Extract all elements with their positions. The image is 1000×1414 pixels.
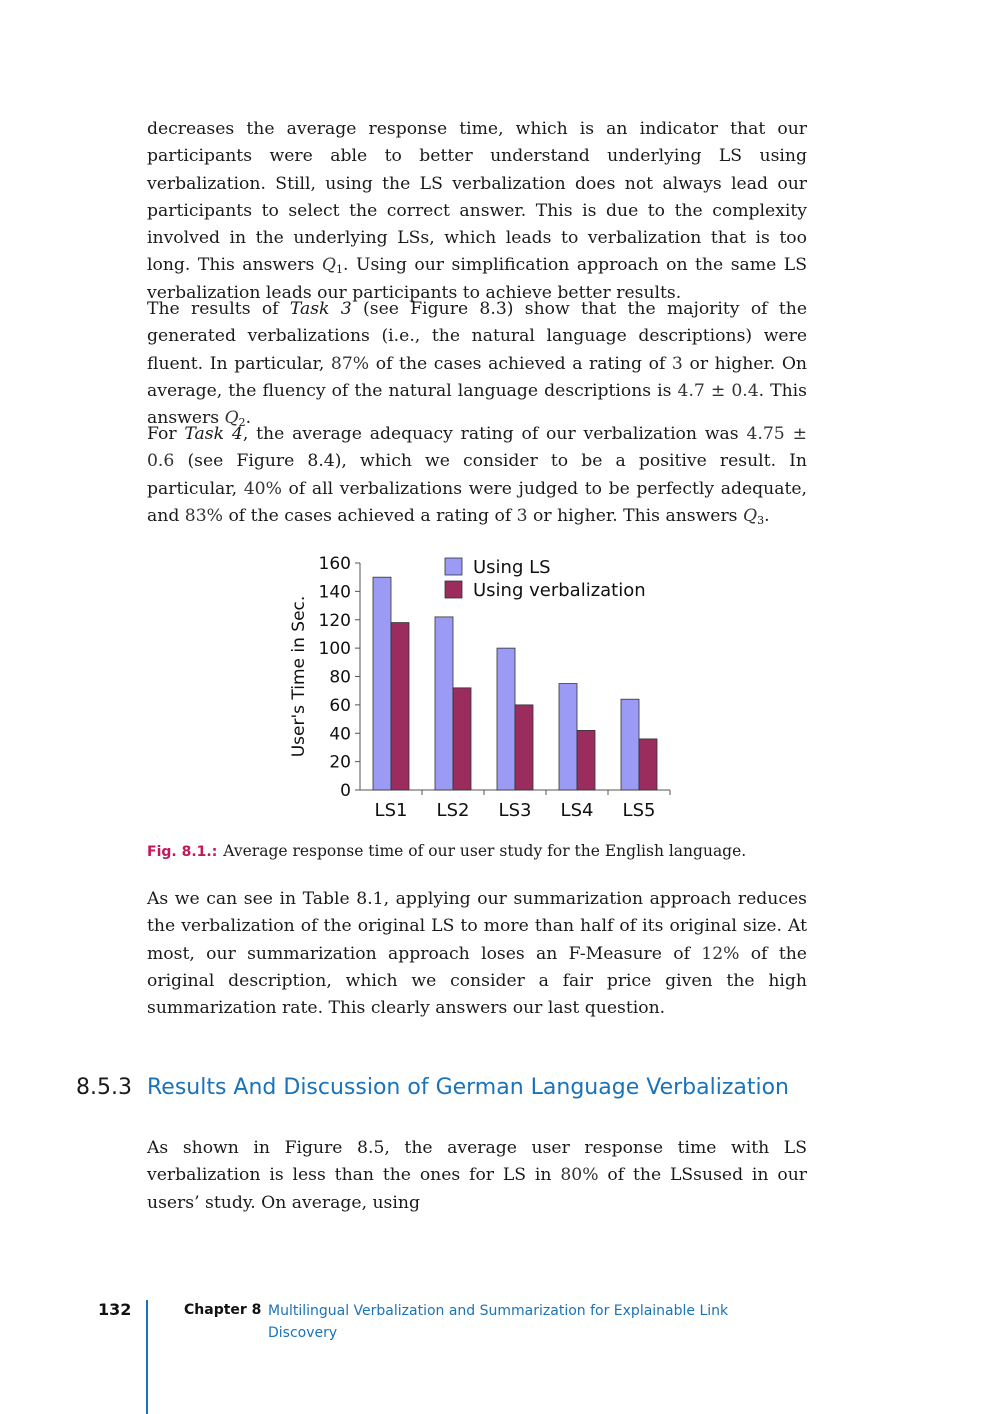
footer-chapter-label: Chapter 8 <box>184 1302 262 1318</box>
p3-task: Task 4 <box>184 424 243 444</box>
p3-f: or higher. This answers <box>527 505 743 526</box>
p2-mean: 4.7 ± 0.4 <box>677 380 759 401</box>
p2-f: . <box>245 408 252 429</box>
p3-e: of the cases achieved a rating of <box>223 505 517 526</box>
legend-label-1: Using LS <box>473 557 551 578</box>
q3-symbol: Q <box>742 505 758 526</box>
section-number: 8.5.3 <box>76 1075 132 1100</box>
y-tick-label: 100 <box>318 639 351 660</box>
x-tick-label: LS5 <box>622 800 656 821</box>
bar-ls3-series-1 <box>497 648 515 790</box>
p4-a: As we can see in Table 8.1, applying our summarization approach reduces the verbalization of the original LS to more than half of its original size. At most, our summarization approach loses an F-Measure of <box>147 889 807 964</box>
q1-subscript: 1 <box>335 263 343 277</box>
p3-b: , the average adequacy rating of our verbalization was <box>242 424 747 444</box>
legend-swatch-1 <box>445 558 462 575</box>
y-tick-label: 80 <box>329 667 351 688</box>
p2-task: Task 3 <box>289 299 352 319</box>
y-tick-label: 140 <box>318 582 351 603</box>
q3-subscript: 3 <box>757 513 765 527</box>
paragraph-1 <box>147 116 807 307</box>
caption-label: Fig. 8.1.: <box>147 844 218 860</box>
p3-percent-2: 83% <box>184 505 223 526</box>
p2-d: or higher. On average, the fluency of the natural language descriptions is <box>147 353 808 401</box>
x-tick-label: LS3 <box>498 800 532 821</box>
p3-mean: 4.75 ± 0.6 <box>147 424 807 472</box>
p3-d: of all verbalizations were judged to be perfectly adequate, and <box>147 478 807 526</box>
paragraph-3 <box>147 421 807 530</box>
caption-text: Average response time of our user study for the English language. <box>223 842 747 860</box>
p3-a: For <box>147 424 185 444</box>
q1-symbol: Q <box>321 255 336 276</box>
bar-ls4-series-1 <box>559 684 577 790</box>
p3-percent-1: 40% <box>243 478 282 499</box>
section-title: Results And Discussion of German Language Verbalization <box>147 1075 789 1100</box>
p2-b: (see Figure 8.3) show that the majority of the generated verbalizations (i.e., the natural language descriptions) were fluent. In particular, <box>147 299 807 374</box>
p2-percent: 87% <box>330 353 370 374</box>
bar-chart <box>280 548 680 828</box>
p2-rating: 3 <box>671 353 683 374</box>
page-number: 132 <box>98 1300 132 1319</box>
bar-ls2-series-1 <box>435 617 453 790</box>
y-tick-label: 20 <box>329 752 351 773</box>
figure-bar-chart <box>280 548 680 828</box>
p4-percent: 12% <box>701 943 740 964</box>
bar-ls5-series-2 <box>639 739 657 790</box>
y-tick-label: 0 <box>340 781 351 801</box>
p2-e: . This answers <box>147 380 808 429</box>
x-tick-label: LS4 <box>560 800 594 821</box>
y-tick-label: 120 <box>318 610 351 631</box>
p5-b: of the LSsused in our users’ study. On average, using <box>147 1165 807 1213</box>
p3-g: . <box>764 505 770 526</box>
bar-ls5-series-1 <box>621 699 639 790</box>
bar-ls1-series-1 <box>373 577 391 790</box>
p3-c: (see Figure 8.4), which we consider to be a positive result. In particular, <box>147 451 807 499</box>
bar-ls4-series-2 <box>577 730 595 790</box>
paragraph-5 <box>147 1135 807 1217</box>
paragraph-4 <box>147 886 807 1022</box>
p2-c: of the cases achieved a rating of <box>369 353 672 374</box>
bar-ls3-series-2 <box>515 705 533 790</box>
x-tick-label: LS2 <box>436 800 470 821</box>
p1-rest: . Using our simplification approach on the same LS verbalization leads our participants to achieve better results. <box>147 255 807 303</box>
y-tick-label: 40 <box>329 724 351 745</box>
p5-a: As shown in Figure 8.5, the average user response time with LS verbalization is less than the ones for LS in <box>147 1138 807 1186</box>
bar-ls2-series-2 <box>453 688 471 790</box>
p3-rating: 3 <box>516 505 528 526</box>
footer-chapter-title: Multilingual Verbalization and Summarization for Explainable Link Discovery <box>268 1303 729 1341</box>
q2-subscript: 2 <box>238 416 246 430</box>
bar-ls1-series-2 <box>391 623 409 790</box>
figure-caption <box>147 840 807 863</box>
paragraph-2 <box>147 296 807 432</box>
y-tick-label: 160 <box>318 554 351 574</box>
legend-swatch-2 <box>445 581 462 598</box>
y-tick-label: 60 <box>329 695 351 716</box>
p5-percent: 80% <box>560 1165 599 1186</box>
p4-b: of the original description, which we consider a fair price given the high summarization rate. This clearly answers our last question. <box>147 943 807 1019</box>
p2-a: The results of <box>147 299 290 319</box>
q2-symbol: Q <box>224 408 239 429</box>
p1-text: decreases the average response time, which is an indicator that our participants were able to better understand underlying LS using verbalization. Still, using the LS verbalization does not always lead our participants to select the correct answer. This is due to the complexity involved in the underlying LSs, which leads to verbalization that is too long. This answers <box>147 119 807 276</box>
y-axis-label: User's Time in Sec. <box>289 595 309 758</box>
footer-divider <box>146 1300 148 1414</box>
legend-label-2: Using verbalization <box>473 580 646 601</box>
x-tick-label: LS1 <box>374 800 408 821</box>
